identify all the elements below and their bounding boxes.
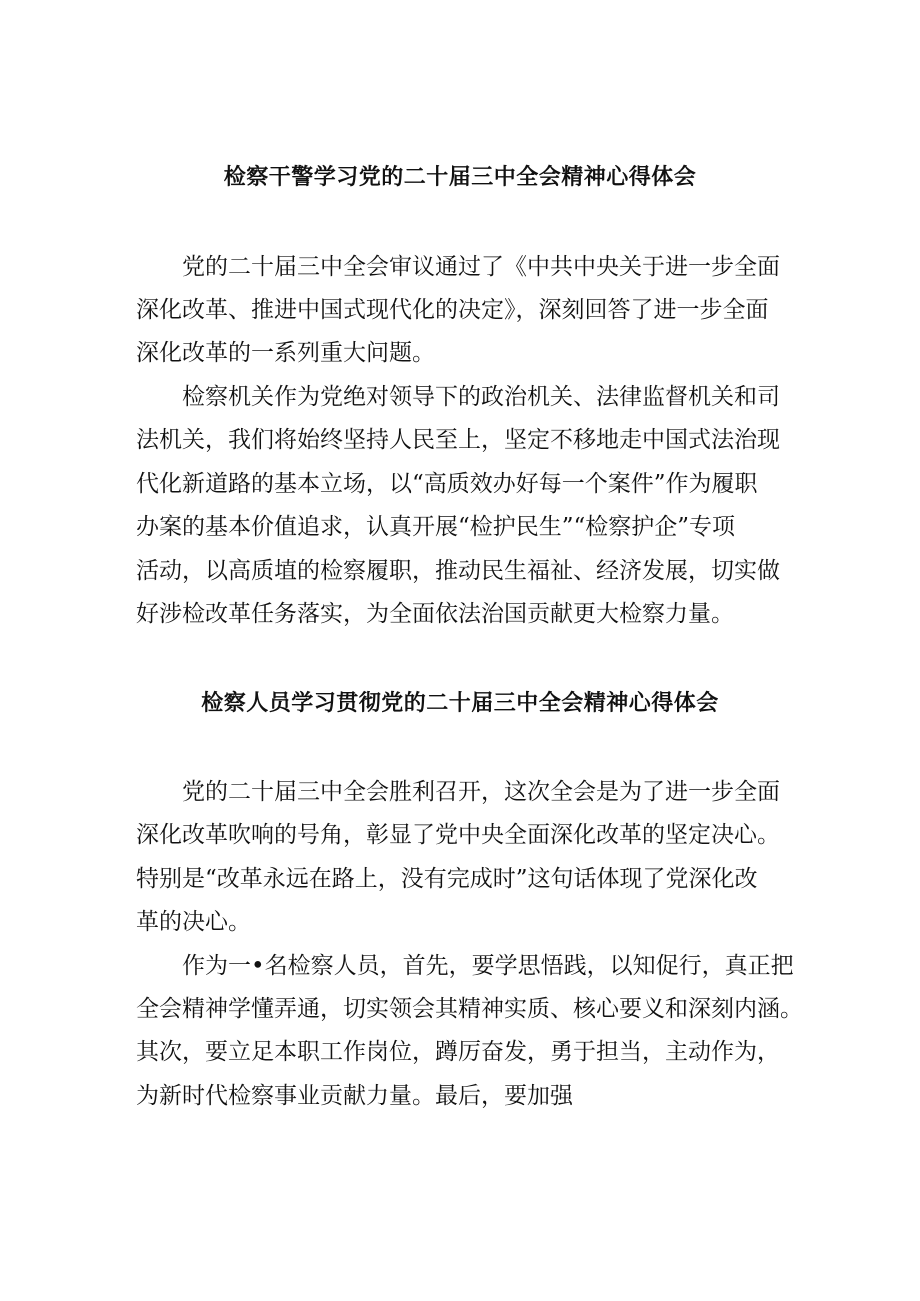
article1-title: 检察干警学习党的二十届三中全会精神心得体会 xyxy=(223,165,697,190)
text-line: 为新时代检察事业贡献力量。最后，要加强 xyxy=(136,1083,573,1109)
text-line: 好涉检改革任务落实，为全面依法治国贡献更大检察力量。 xyxy=(136,601,734,627)
text-line: 其次，要立足本职工作岗位，蹲厉奋发，勇于担当，主动作为， xyxy=(136,1039,780,1065)
text-line: 办案的基本价值追求，认真开展“检护民生”“检察护企”专项 xyxy=(136,514,736,540)
text-line: 深化改革的一系列重大问题。 xyxy=(136,340,435,366)
text-line: 深化改革、推进中国式现代化的决定》，深刻回答了进一步全面 xyxy=(136,297,769,323)
text-line: 特别是“改革永远在路上，没有完成时”这句话体现了党深化改 xyxy=(136,866,758,892)
article2-title: 检察人员学习贯彻党的二十届三中全会精神心得体会 xyxy=(201,691,719,716)
text-line: 检察机关作为党绝对领导下的政治机关、法律监督机关和司 xyxy=(182,384,780,410)
text-line: 全会精神学懂弄通，切实领会其精神实质、核心要义和深刻内涵。 xyxy=(136,996,803,1022)
text-line: 活动，以高质埴的检察履职，推动民生福祉、经济发展，切实做 xyxy=(136,558,780,584)
text-line: 党的二十届三中全会胜利召开，这次全会是为了进一步全面 xyxy=(182,779,780,805)
text-line: 法机关，我们将始终坚持人民至上，坚定不移地走中国式法治现 xyxy=(136,427,780,453)
text-line: 革的决心。 xyxy=(136,909,251,935)
text-line: 党的二十届三中全会审议通过了《中共中央关于进一步全面 xyxy=(182,254,780,280)
text-line: 代化新道路的基本立场，以“高质效办好每一个案件”作为履职 xyxy=(136,471,758,497)
text-line: 作为一•名检察人员，首先，要学思悟践，以知促行，真正把 xyxy=(182,953,794,979)
text-line: 深化改革吹响的号角，彰显了党中央全面深化改革的坚定决心。 xyxy=(136,822,780,848)
